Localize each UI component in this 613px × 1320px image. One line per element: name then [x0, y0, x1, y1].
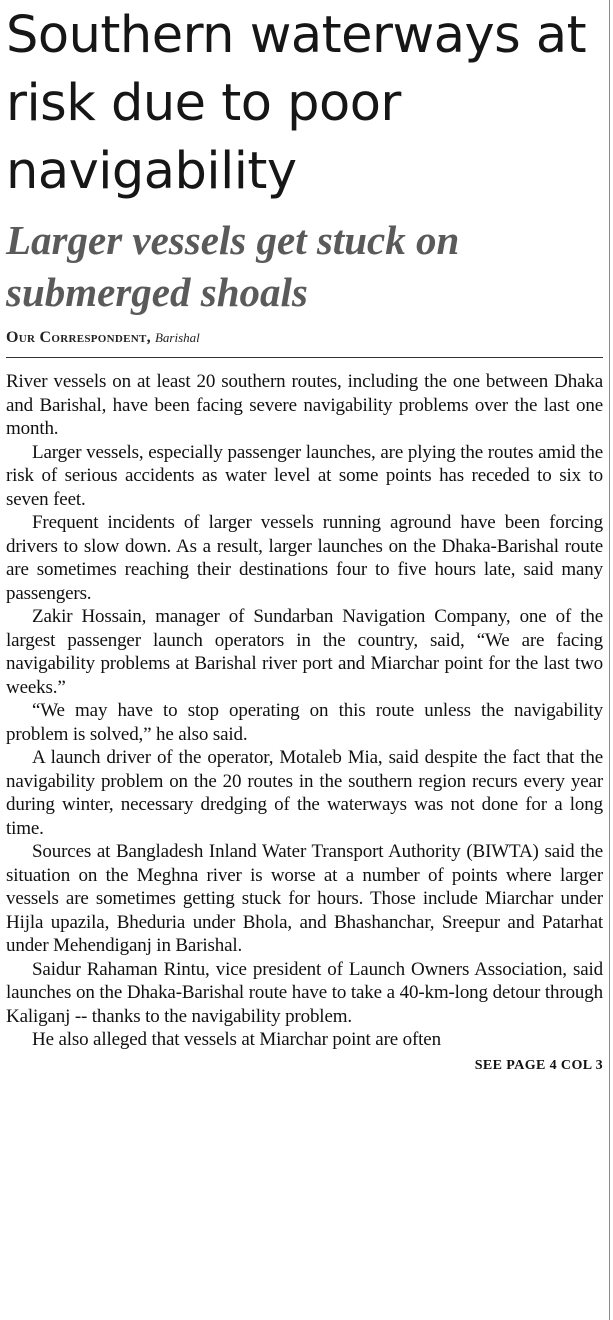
article-paragraph: Saidur Rahaman Rintu, vice president of Launch Owners Association, said launches on the Dhaka-Barishal route have to take a 40-km-long detour through Kaliganj -- thanks to the navigability problem. — [6, 958, 603, 1027]
article-paragraph: Zakir Hossain, manager of Sundarban Navigation Company, one of the largest passenger launch operators in the country, said, “We are facing navigability problems at Barishal river port and Miarchar point for the last two weeks.” — [6, 606, 603, 698]
byline-location: Barishal — [154, 330, 200, 345]
headline: Southern waterways at risk due to poor navigability — [6, 6, 587, 201]
article-paragraph: Sources at Bangladesh Inland Water Transport Authority (BIWTA) said the situation on the Meghna river is worse at a number of points where larger vessels are sometimes getting stuck for hours. Those include Miarchar under Hijla upazila, Bheduria under Bhola, and Bhashanchar, Sreepur and Patarhat under Mehendiganj in Barishal. — [6, 841, 603, 956]
article-body — [6, 370, 603, 1052]
byline — [6, 328, 603, 348]
article-paragraph: “We may have to stop operating on this route unless the navigability problem is solved,” he also said. — [6, 700, 603, 745]
article-paragraph: River vessels on at least 20 southern routes, including the one between Dhaka and Barishal, have been facing severe navigability problems over the last one month. — [6, 371, 603, 439]
continuation-note: SEE PAGE 4 COL 3 — [474, 1057, 603, 1073]
subheadline: Larger vessels get stuck on submerged shoals — [6, 217, 460, 315]
byline-author: Our Correspondent, — [6, 329, 151, 346]
article-paragraph: He also alleged that vessels at Miarchar point are often — [32, 1029, 441, 1050]
byline-divider — [6, 357, 603, 358]
column-rule — [609, 0, 610, 1320]
article-paragraph: Frequent incidents of larger vessels running aground have been forcing drivers to slow down. As a result, larger launches on the Dhaka-Barishal route are sometimes reaching their destinations four to five hours late, said many passengers. — [6, 512, 603, 604]
article-paragraph: A launch driver of the operator, Motaleb Mia, said despite the fact that the navigability problem on the 20 routes in the southern region recurs every year during winter, necessary dredging of the waterways was not done for a long time. — [6, 747, 603, 839]
article-paragraph: Larger vessels, especially passenger launches, are plying the routes amid the risk of serious accidents as water level at some points has receded to six to seven feet. — [6, 441, 603, 510]
